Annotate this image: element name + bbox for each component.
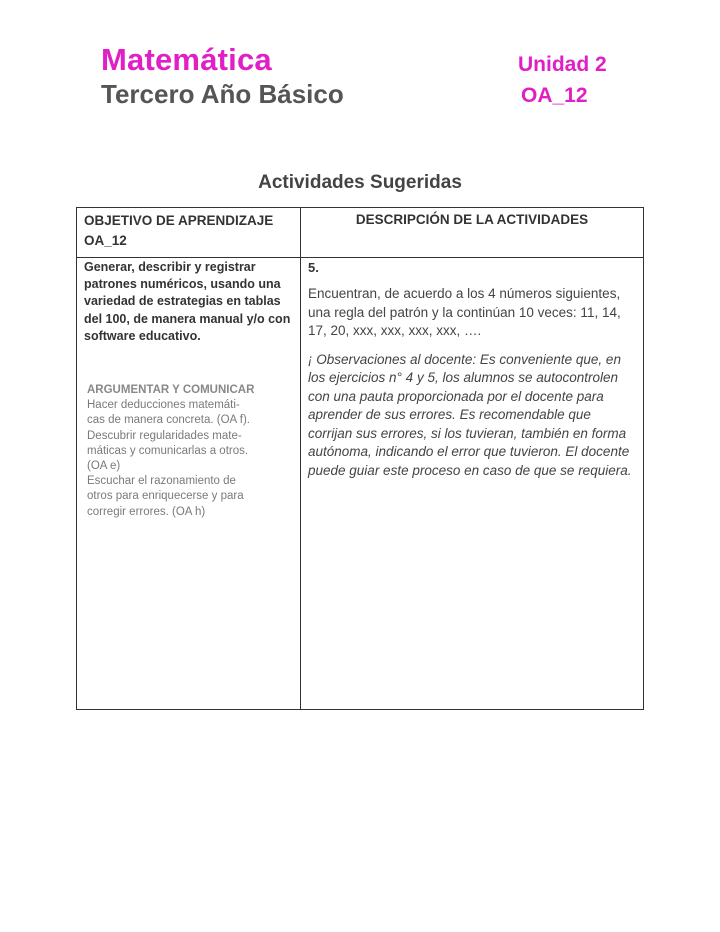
header-description: DESCRIPCIÓN DE LA ACTIVIDADES [301,208,644,258]
skills-line: Descubrir regularidades mate- [87,429,242,442]
objective-text: Generar, describir y registrar patrones numéricos, usando una variedad de estrategias en tablas del 100, de manera manual y/o con software educativo. [84,260,291,343]
table-header-row [77,208,644,258]
subject-title: Matemática [101,42,272,77]
skills-line: cas de manera concreta. (OA f). [87,414,250,427]
activities-table [76,207,644,710]
skills-title: ARGUMENTAR Y COMUNICAR [87,384,255,397]
skills-line: (OA e) [87,460,121,473]
header-objective: OBJETIVO DE APRENDIZAJE OA_12 [77,208,301,258]
skills-line: otros para enriquecerse y para [87,490,244,503]
skills-line: Escuchar el razonamiento de [87,475,236,488]
unit-label: Unidad 2 [518,53,607,76]
skills-block [87,383,300,520]
description-cell [301,258,644,710]
table-row [77,258,644,710]
skills-line: corregir errores. (OA h) [87,505,206,518]
skills-line: Hacer deducciones matemáti- [87,399,240,412]
activity-number: 5. [308,260,319,275]
skills-line: máticas y comunicarlas a otros. [87,444,249,457]
teacher-notes: ¡ Observaciones al docente: Es conveniente que, en los ejercicios n° 4 y 5, los alumnos se autocontrolen con una pauta proporcionada por el docente para aprender de sus errores. Es recomendable que corrijan sus errores, si los tuvieran, también en forma autónoma, indicando el error que tuvieron. El docente puede guiar este proceso en caso de que se requiera. [308,351,632,478]
objective-cell [77,258,301,710]
objective-code: OA_12 [521,84,588,107]
section-title: Actividades Sugeridas [258,172,462,193]
activity-description: Encuentran, de acuerdo a los 4 números siguientes, una regla del patrón y la continúan 10 veces: 11, 14, 17, 20, xxx, xxx, xxx, xxx, …. [308,286,621,338]
grade-title: Tercero Año Básico [101,79,344,109]
